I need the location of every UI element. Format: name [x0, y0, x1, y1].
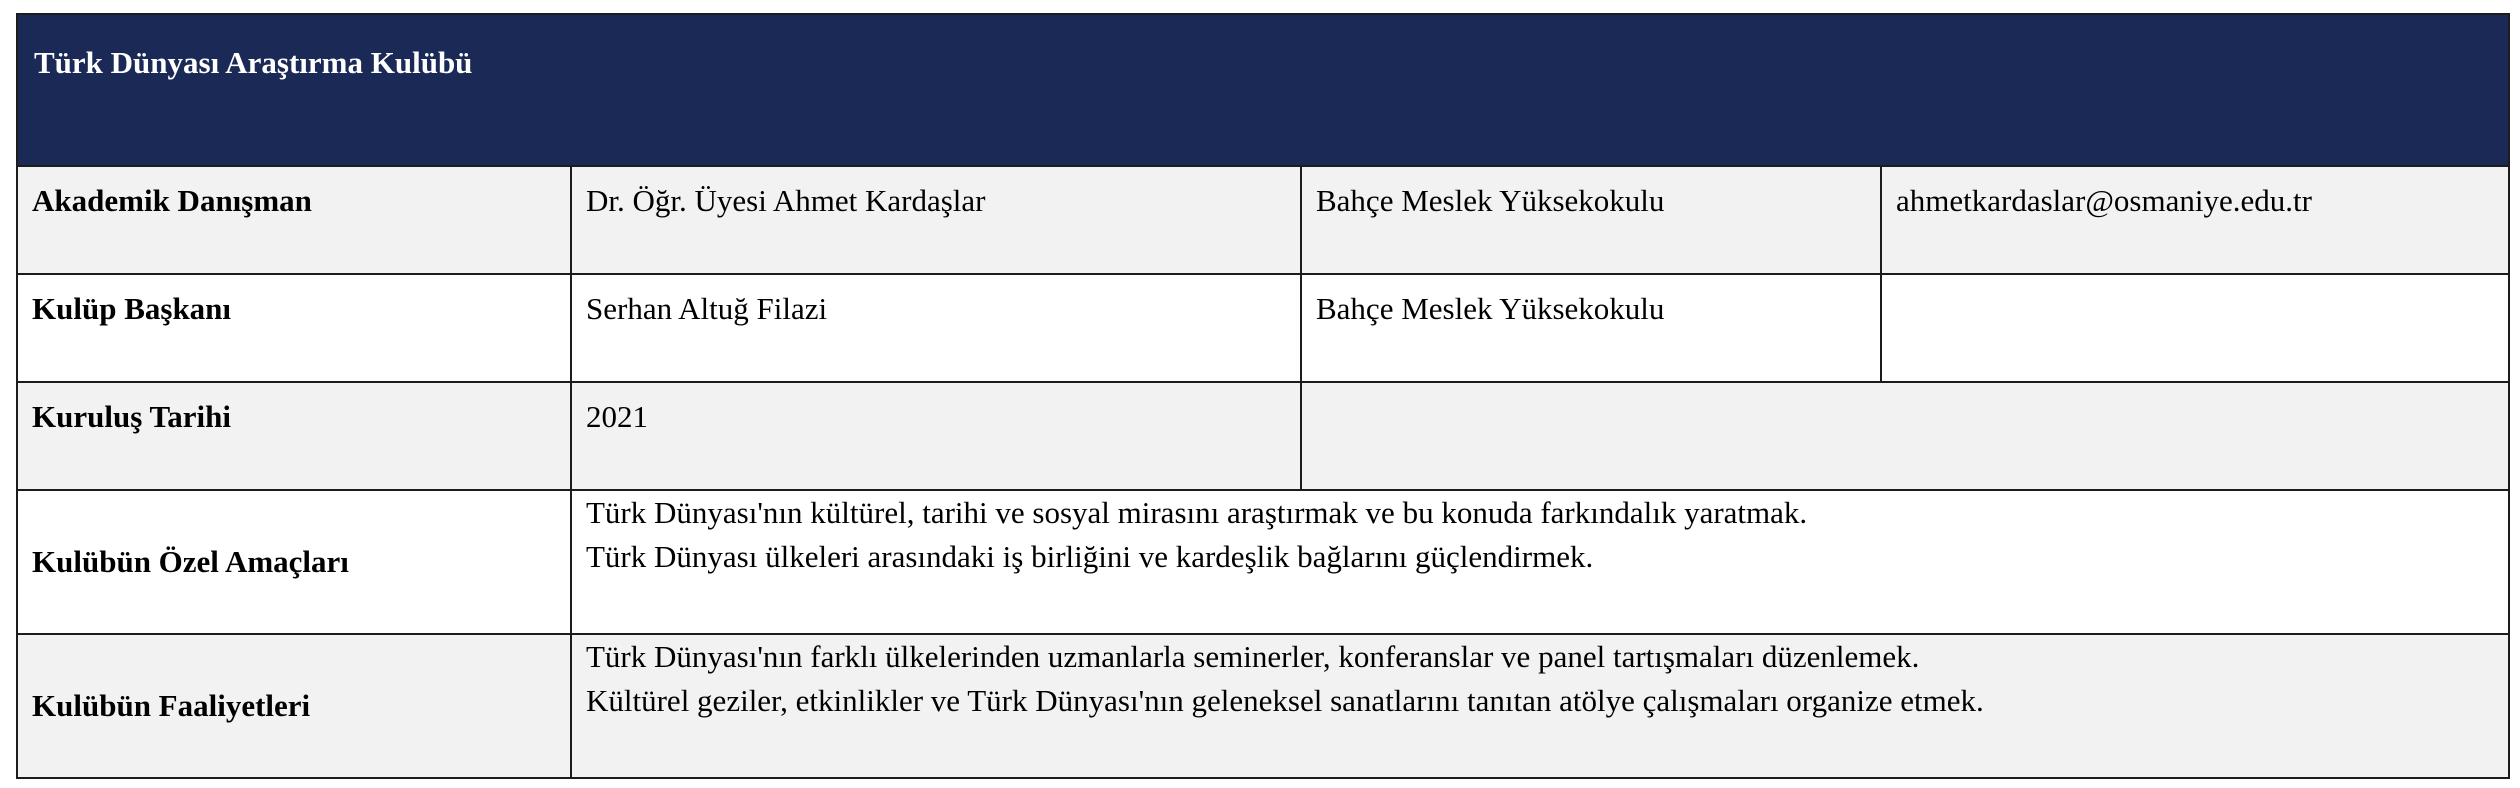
president-unit: Bahçe Meslek Yüksekokulu: [1301, 274, 1881, 382]
advisor-name: Dr. Öğr. Üyesi Ahmet Kardaşlar: [571, 166, 1301, 274]
founded-label: Kuruluş Tarihi: [17, 382, 571, 490]
activity-item: Kültürel geziler, etkinlikler ve Türk Dünyası'nın geleneksel sanatlarını tanıtan atölye çalışmaları organize etmek.: [586, 683, 1984, 718]
goal-item: Türk Dünyası ülkeleri arasındaki iş birliğini ve kardeşlik bağlarını güçlendirmek.: [586, 539, 1594, 574]
founded-row: [17, 382, 2509, 490]
advisor-email: ahmetkardaslar@osmaniye.edu.tr: [1881, 166, 2509, 274]
president-row: [17, 274, 2509, 382]
activities-content: [571, 634, 2509, 778]
club-title: Türk Dünyası Araştırma Kulübü: [17, 14, 2509, 166]
header-row: [17, 14, 2509, 166]
goals-label: Kulübün Özel Amaçları: [17, 490, 571, 634]
advisor-row: [17, 166, 2509, 274]
activities-row: [17, 634, 2509, 778]
goals-row: [17, 490, 2509, 634]
president-name: Serhan Altuğ Filazi: [571, 274, 1301, 382]
club-info-table: [16, 13, 2510, 779]
president-email: [1881, 274, 2509, 382]
advisor-unit: Bahçe Meslek Yüksekokulu: [1301, 166, 1881, 274]
founded-year: 2021: [571, 382, 1301, 490]
advisor-label: Akademik Danışman: [17, 166, 571, 274]
goals-content: [571, 490, 2509, 634]
activity-item: Türk Dünyası'nın farklı ülkelerinden uzmanlarla seminerler, konferanslar ve panel tartışmaları düzenlemek.: [586, 639, 1920, 674]
founded-empty-cell: [1301, 382, 2509, 490]
activities-label: Kulübün Faaliyetleri: [17, 634, 571, 778]
president-label: Kulüp Başkanı: [17, 274, 571, 382]
goal-item: Türk Dünyası'nın kültürel, tarihi ve sosyal mirasını araştırmak ve bu konuda farkındalık yaratmak.: [586, 495, 1808, 530]
